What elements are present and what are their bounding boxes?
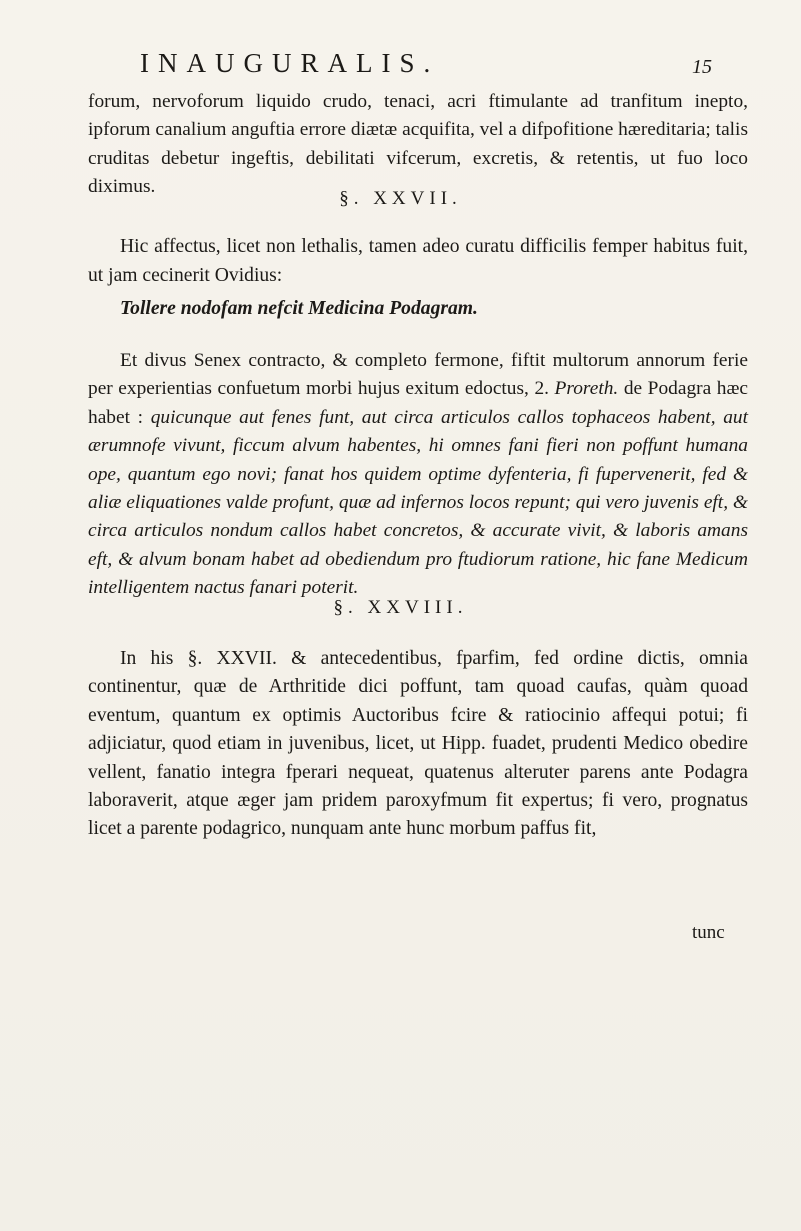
paragraph-intro: [88, 233, 748, 290]
paragraph-mid: de Podagra hæc habet :: [88, 378, 748, 428]
catchword: tunc: [692, 922, 725, 943]
paragraph-summary: [88, 645, 748, 844]
paragraph-hippocrates: [88, 347, 748, 603]
paragraph-text: In his §. XXVII. & antecedentibus, fparfim, fed ordine dictis, omnia continentur, quæ de Arthritide dici poffunt, tam quoad caufas, quàm quoad eventum, quantum ex optimis Auctoribus fcire & ratiocinio affequi potui; fi adjiciatur, quod etiam in juvenibus, licet, ut Hipp. fuadet, prudenti Medico obedire vellent, fanatio integra fperari nequeat, quatenus alteruter parens ante Podagra laboraverit, atque æger jam pridem paroxyfmum fit expertus; fi vero, prognatus licet a parente podagrico, nunquam ante hunc morbum paffus fit,: [88, 648, 748, 840]
ovid-quote: Tollere nodofam nefcit Medicina Podagram.: [120, 298, 478, 319]
running-title: INAUGURALIS.: [140, 48, 440, 78]
hippocrates-quote: quicunque aut fenes funt, aut circa articulos callos tophaceos habent, aut ærumnofe vivunt, ficcum alvum habentes, hi omnes fani fieri non poffunt humana ope, quantum ego novi; fanat hos quidem optime dyfenteria, fi fupervenerit, fed & aliæ eliquationes valde profunt, quæ ad infernos locos repunt; qui vero juvenis eft, & circa articulos nondum callos habet concretos, & accurate vivit, & laboris amans eft, & alvum bonam habet ad obediendum pro ftudiorum ratione, hic fane Medicum intelligentem nactus fanari poterit.: [88, 406, 748, 599]
paragraph-text: forum, nervoforum liquido crudo, tenaci, acri ftimulante ad tranfitum inepto, ipforum canalium anguftia errore diætæ acquifita, vel a difpofitione hæreditaria; talis cruditas debetur ingeftis, debilitati vifcerum, excretis, & retentis, ut fuo loco diximus.: [88, 91, 748, 198]
citation-reference: Proreth.: [554, 378, 619, 400]
paragraph-lead: Et divus Senex contracto, & completo fermone, fiftit multorum annorum ferie per experientias confuetum morbi hujus exitum edoctus, 2.: [88, 350, 748, 400]
section-heading-27: §. XXVII.: [339, 188, 462, 209]
paragraph-text: Hic affectus, licet non lethalis, tamen adeo curatu difficilis femper habitus fuit, ut jam cecinerit Ovidius:: [88, 236, 748, 286]
paragraph-continuation: [88, 88, 748, 202]
section-heading-28: §. XXVIII.: [333, 597, 468, 618]
page-number: 15: [692, 56, 712, 78]
